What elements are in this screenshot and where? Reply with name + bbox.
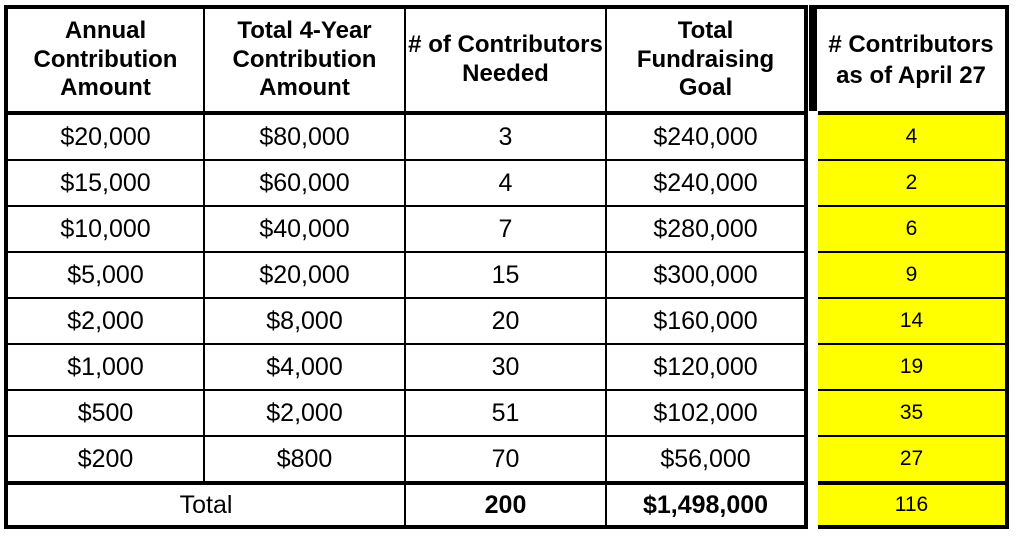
table-row xyxy=(6,436,806,483)
cell-needed: 3 xyxy=(405,113,606,160)
cell-four-year: $80,000 xyxy=(204,113,405,160)
cell-annual: $10,000 xyxy=(6,206,204,252)
total-actual: 116 xyxy=(813,483,1007,527)
cell-actual: 9 xyxy=(813,252,1007,298)
cell-needed: 20 xyxy=(405,298,606,344)
cell-four-year: $40,000 xyxy=(204,206,405,252)
cell-needed: 4 xyxy=(405,160,606,206)
total-row xyxy=(6,483,806,527)
cell-annual: $1,000 xyxy=(6,344,204,390)
table-row xyxy=(813,298,1007,344)
cell-goal: $280,000 xyxy=(606,206,806,252)
table-row xyxy=(813,344,1007,390)
total-needed: 200 xyxy=(405,483,606,527)
cell-four-year: $20,000 xyxy=(204,252,405,298)
table-row xyxy=(6,298,806,344)
table-row xyxy=(813,390,1007,436)
header-contributors-needed: # of Contributors Needed xyxy=(405,7,606,113)
table-row xyxy=(6,113,806,160)
cell-actual: 14 xyxy=(813,298,1007,344)
cell-actual: 4 xyxy=(813,113,1007,160)
table-row xyxy=(813,206,1007,252)
table-row xyxy=(6,252,806,298)
cell-goal: $240,000 xyxy=(606,113,806,160)
cell-actual: 19 xyxy=(813,344,1007,390)
total-goal: $1,498,000 xyxy=(606,483,806,527)
table-row xyxy=(813,252,1007,298)
cell-actual: 35 xyxy=(813,390,1007,436)
cell-annual: $15,000 xyxy=(6,160,204,206)
cell-goal: $120,000 xyxy=(606,344,806,390)
header-fundraising-goal: Total Fundraising Goal xyxy=(606,7,806,113)
cell-four-year: $60,000 xyxy=(204,160,405,206)
cell-four-year: $2,000 xyxy=(204,390,405,436)
cell-needed: 70 xyxy=(405,436,606,483)
cell-needed: 30 xyxy=(405,344,606,390)
total-label: Total xyxy=(6,483,405,527)
table-row xyxy=(6,206,806,252)
cell-goal: $56,000 xyxy=(606,436,806,483)
header-row xyxy=(6,7,806,113)
cell-annual: $5,000 xyxy=(6,252,204,298)
header-annual-contribution: Annual Contribution Amount xyxy=(6,7,204,113)
cell-needed: 7 xyxy=(405,206,606,252)
cell-annual: $500 xyxy=(6,390,204,436)
cell-actual: 27 xyxy=(813,436,1007,483)
cell-four-year: $4,000 xyxy=(204,344,405,390)
cell-goal: $300,000 xyxy=(606,252,806,298)
header-four-year-contribution: Total 4-Year Contribution Amount xyxy=(204,7,405,113)
cell-actual: 6 xyxy=(813,206,1007,252)
table-row xyxy=(6,160,806,206)
table-row xyxy=(6,344,806,390)
cell-four-year: $8,000 xyxy=(204,298,405,344)
contributors-to-date-table xyxy=(808,5,1009,529)
cell-annual: $20,000 xyxy=(6,113,204,160)
cell-annual: $2,000 xyxy=(6,298,204,344)
total-row xyxy=(813,483,1007,527)
cell-goal: $160,000 xyxy=(606,298,806,344)
table-row xyxy=(813,436,1007,483)
cell-four-year: $800 xyxy=(204,436,405,483)
cell-actual: 2 xyxy=(813,160,1007,206)
cell-goal: $102,000 xyxy=(606,390,806,436)
table-row xyxy=(813,160,1007,206)
side-header-row xyxy=(813,7,1007,113)
table-row xyxy=(813,113,1007,160)
fundraising-goals-table xyxy=(4,5,808,529)
table-row xyxy=(6,390,806,436)
cell-needed: 51 xyxy=(405,390,606,436)
cell-goal: $240,000 xyxy=(606,160,806,206)
cell-annual: $200 xyxy=(6,436,204,483)
header-contributors-to-date: # Contributors as of April 27 xyxy=(813,7,1007,113)
cell-needed: 15 xyxy=(405,252,606,298)
